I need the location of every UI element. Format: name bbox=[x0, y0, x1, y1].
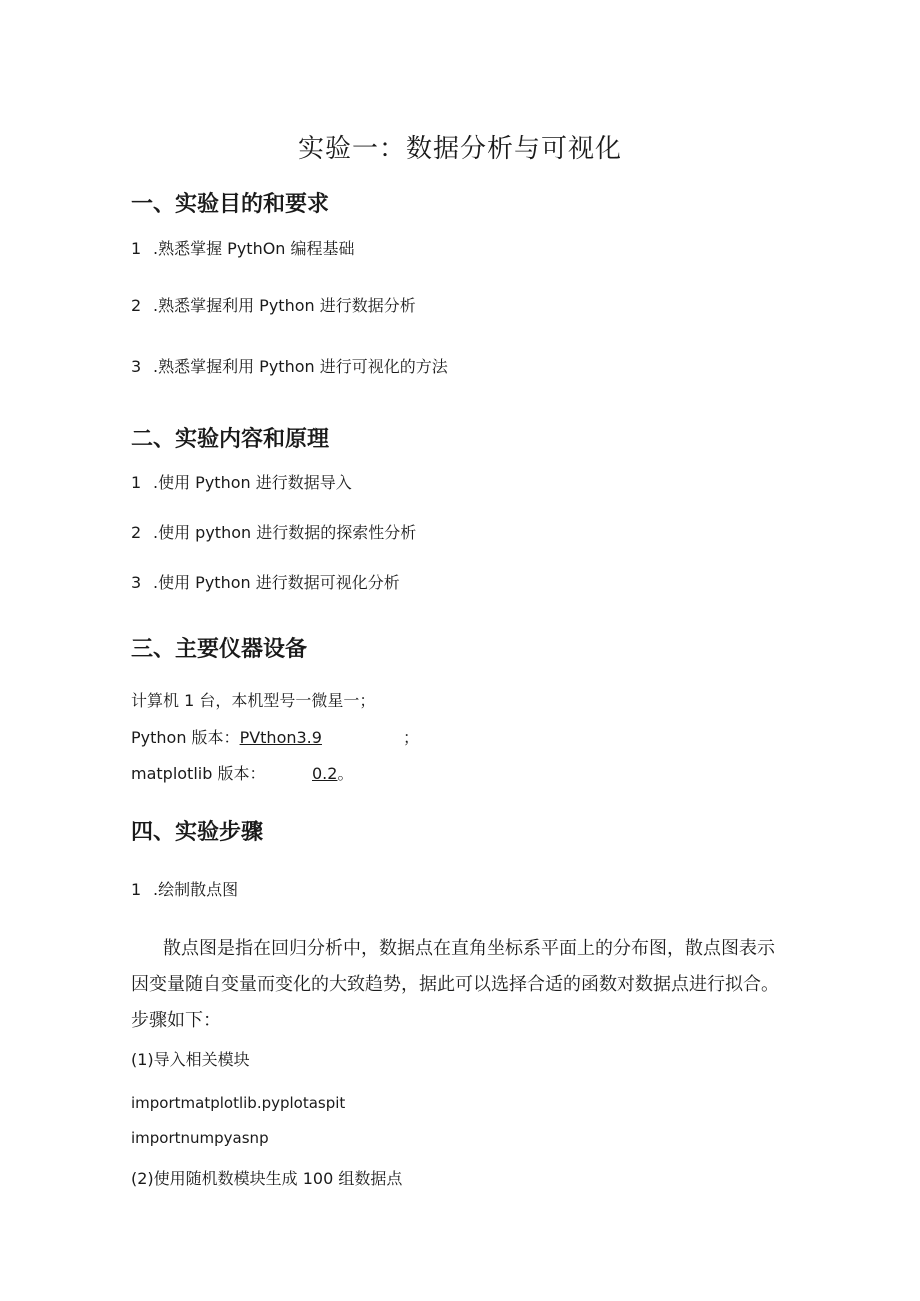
document-title: 实验一：数据分析与可视化 bbox=[297, 134, 622, 164]
code-line: importnumpyasnp bbox=[131, 1129, 269, 1147]
objective-item bbox=[131, 354, 448, 377]
item-text: .使用 Python 进行数据导入 bbox=[153, 473, 352, 492]
matplotlib-version-value: 0.2 bbox=[312, 764, 338, 783]
section-heading-steps: 四、实验步骤 bbox=[131, 820, 264, 845]
substep-label: (2)使用随机数模块生成 100 组数据点 bbox=[131, 1169, 403, 1188]
item-number: 1 bbox=[131, 880, 142, 899]
objective-item bbox=[131, 236, 355, 259]
step-item bbox=[131, 877, 238, 900]
item-text: .绘制散点图 bbox=[153, 880, 239, 899]
item-text: .使用 python 进行数据的探索性分析 bbox=[153, 523, 417, 542]
matplotlib-version-end: 。 bbox=[337, 764, 354, 783]
python-version-end: ； bbox=[403, 728, 420, 747]
content-item bbox=[131, 520, 416, 543]
section-heading-content: 二、实验内容和原理 bbox=[131, 427, 330, 452]
item-text: .熟悉掌握利用 Python 进行可视化的方法 bbox=[153, 357, 448, 376]
matplotlib-version-line bbox=[131, 761, 431, 784]
item-text: .熟悉掌握 PythOn 编程基础 bbox=[153, 239, 355, 258]
paragraph-line: 因变量随自变量而变化的大致趋势，据此可以选择合适的函数对数据点进行拟合。 bbox=[131, 974, 779, 995]
paragraph-line: 散点图是指在回归分析中，数据点在直角坐标系平面上的分布图，散点图表示 bbox=[163, 938, 775, 959]
item-number: 1 bbox=[131, 239, 142, 258]
python-version-label: Python 版本： bbox=[131, 728, 240, 747]
section-heading-objectives: 一、实验目的和要求 bbox=[131, 192, 330, 217]
item-number: 2 bbox=[131, 296, 142, 315]
substep-label: (1)导入相关模块 bbox=[131, 1050, 250, 1069]
item-text: .使用 Python 进行数据可视化分析 bbox=[153, 573, 400, 592]
matplotlib-version-label: matplotlib 版本： bbox=[131, 764, 266, 783]
item-number: 1 bbox=[131, 473, 142, 492]
item-text: .熟悉掌握利用 Python 进行数据分析 bbox=[153, 296, 416, 315]
objective-item bbox=[131, 293, 416, 316]
section-heading-equipment: 三、主要仪器设备 bbox=[131, 637, 308, 662]
item-number: 2 bbox=[131, 523, 142, 542]
computer-line: 计算机 1 台，本机型号一微星一； bbox=[131, 691, 376, 710]
content-item bbox=[131, 570, 400, 593]
python-version-line bbox=[131, 725, 431, 748]
item-number: 3 bbox=[131, 357, 142, 376]
content-item bbox=[131, 470, 352, 493]
code-line: importmatplotlib.pyplotaspit bbox=[131, 1094, 346, 1112]
python-version-value: PVthon3.9 bbox=[239, 728, 322, 747]
paragraph-line: 步骤如下： bbox=[131, 1010, 221, 1031]
item-number: 3 bbox=[131, 573, 142, 592]
